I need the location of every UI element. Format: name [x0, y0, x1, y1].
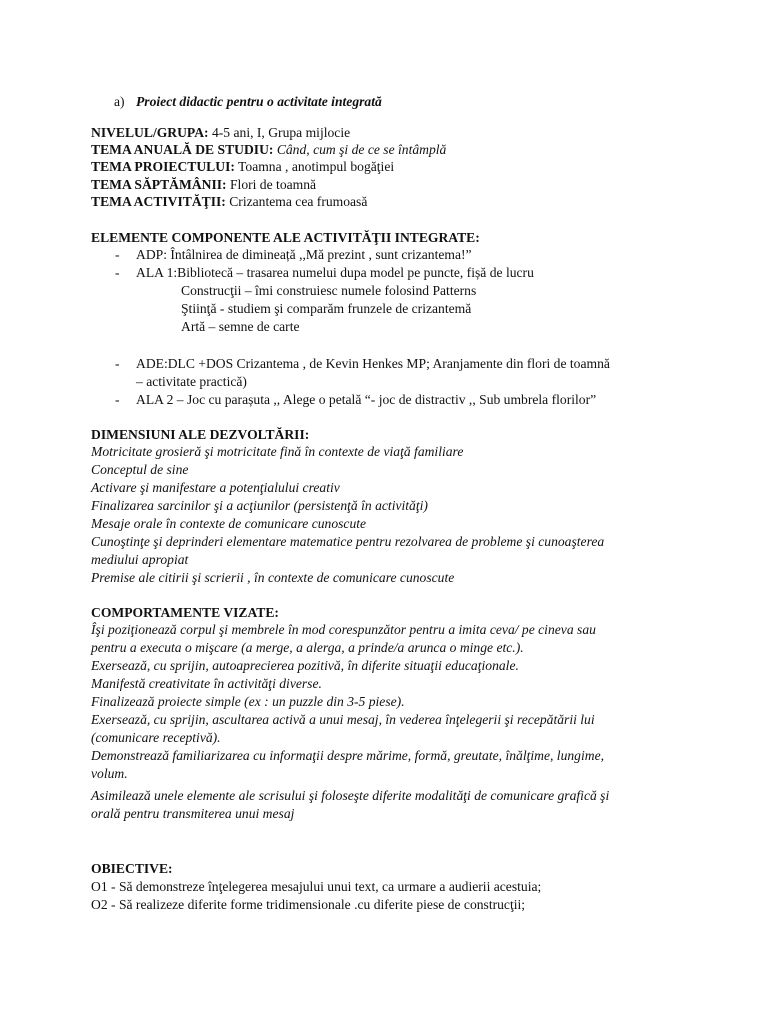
field-value: Când, cum şi de ce se întâmplă — [273, 142, 447, 157]
section-heading-dimensiuni: DIMENSIUNI ALE DEZVOLTĂRII: — [91, 427, 310, 442]
field-label: TEMA ACTIVITĂŢII: — [91, 194, 226, 209]
list-bullet: - — [115, 265, 120, 280]
list-item: ALA 1:Bibliotecă – trasarea numelui dupa model pe puncte, fișă de lucru — [136, 265, 534, 280]
field-nivel — [91, 124, 350, 141]
field-label: NIVELUL/GRUPA: — [91, 125, 209, 140]
section-heading-obiective: OBIECTIVE: — [91, 861, 173, 876]
behavior-line: orală pentru transmiterea unui mesaj — [91, 806, 295, 821]
behavior-line: (comunicare receptivă). — [91, 730, 221, 745]
field-label: TEMA ANUALĂ DE STUDIU: — [91, 142, 274, 157]
field-value: Crizantema cea frumoasă — [225, 194, 368, 209]
list-subitem: Ştiinţă - studiem şi comparăm frunzele de crizantemă — [181, 301, 472, 316]
field-tema-saptamanii — [91, 176, 316, 193]
behavior-line: volum. — [91, 766, 128, 781]
behavior-line: Exersează, cu sprijin, autoaprecierea pozitivă, în diferite situaţii educaţionale. — [91, 658, 519, 673]
section-heading-elemente: ELEMENTE COMPONENTE ALE ACTIVITĂŢII INTEGRATE: — [91, 230, 480, 245]
field-value: 4-5 ani, I, Grupa mijlocie — [208, 125, 351, 140]
behavior-line: Asimilează unele elemente ale scrisului şi foloseşte diferite modalităţi de comunicare grafică şi — [91, 788, 610, 803]
dimension-line: Cunoştinţe şi deprinderi elementare matematice pentru rezolvarea de probleme şi cunoaşterea — [91, 534, 605, 549]
objective-line: O2 - Să realizeze diferite forme tridimensionale .cu diferite piese de construcţii; — [91, 897, 526, 912]
dimension-line: Activare şi manifestare a potenţialului creativ — [91, 480, 340, 495]
list-subitem: Artă – semne de carte — [181, 319, 300, 334]
title-marker: a) — [114, 94, 125, 109]
behavior-line: Manifestă creativitate în activităţi diverse. — [91, 676, 322, 691]
document-title: Proiect didactic pentru o activitate integrată — [136, 94, 382, 109]
list-subitem: Construcţii – îmi construiesc numele folosind Patterns — [181, 283, 477, 298]
behavior-line: Exersează, cu sprijin, ascultarea activă a unui mesaj, în vederea înţelegerii şi recepătării lui — [91, 712, 595, 727]
field-value: Toamna , anotimpul bogăţiei — [234, 159, 395, 174]
behavior-line: Finalizează proiecte simple (ex : un puzzle din 3-5 piese). — [91, 694, 405, 709]
dimension-line: Motricitate grosieră şi motricitate fină în contexte de viaţă familiare — [91, 444, 464, 459]
list-item: ADE:DLC +DOS Crizantema , de Kevin Henkes MP; Aranjamente din flori de toamnă — [136, 356, 610, 371]
field-value: Flori de toamnă — [226, 177, 317, 192]
behavior-line: Îşi poziţionează corpul şi membrele în mod corespunzător pentru a imita ceva/ pe cineva sau — [91, 622, 596, 637]
field-tema-activitatii — [91, 193, 367, 210]
field-tema-proiectului — [91, 158, 394, 175]
field-label: TEMA SĂPTĂMÂNII: — [91, 177, 227, 192]
dimension-line: Premise ale citirii şi scrierii , în contexte de comunicare cunoscute — [91, 570, 455, 585]
behavior-line: Demonstrează familiarizarea cu informaţii despre mărime, formă, greutate, înălţime, lungime, — [91, 748, 604, 763]
list-item: ADP: Întâlnirea de dimineață ,,Mă prezint , sunt crizantema!” — [136, 247, 472, 262]
list-item: ALA 2 – Joc cu parașuta ,, Alege o petală “- joc de distractiv ,, Sub umbrela florilor” — [136, 392, 597, 407]
list-bullet: - — [115, 356, 120, 371]
section-heading-comportamente: COMPORTAMENTE VIZATE: — [91, 605, 279, 620]
dimension-line: Conceptul de sine — [91, 462, 189, 477]
list-bullet: - — [115, 247, 120, 262]
dimension-line: Mesaje orale în contexte de comunicare cunoscute — [91, 516, 367, 531]
list-item-continuation: – activitate practică) — [136, 374, 247, 389]
list-bullet: - — [115, 392, 120, 407]
dimension-line: mediului apropiat — [91, 552, 189, 567]
field-tema-anuala — [91, 141, 446, 158]
field-label: TEMA PROIECTULUI: — [91, 159, 235, 174]
dimension-line: Finalizarea sarcinilor şi a acţiunilor (persistenţă în activităţi) — [91, 498, 428, 513]
objective-line: O1 - Să demonstreze înţelegerea mesajului unui text, ca urmare a audierii acestuia; — [91, 879, 542, 894]
behavior-line: pentru a executa o mişcare (a merge, a alerga, a prinde/a arunca o minge etc.). — [91, 640, 524, 655]
